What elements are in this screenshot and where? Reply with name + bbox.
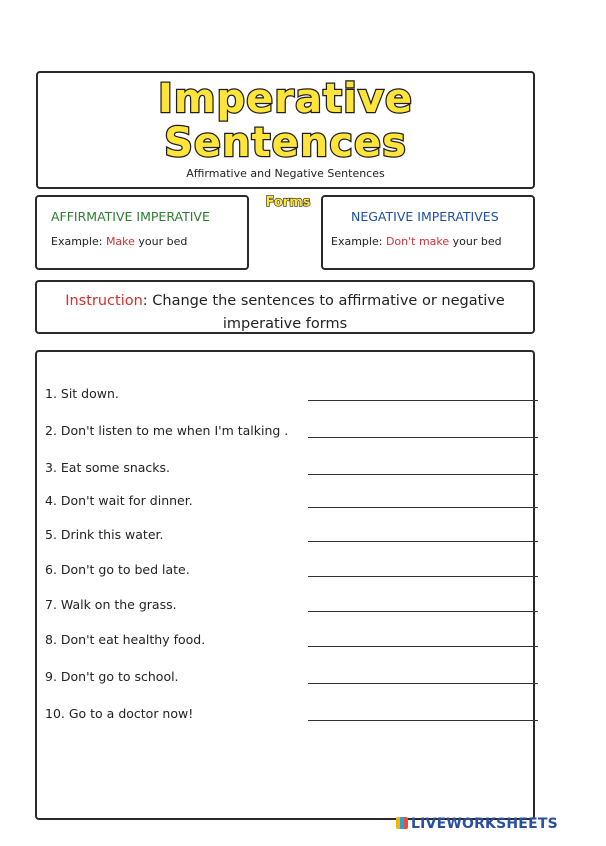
question-text: 5. Drink this water. [45, 527, 164, 542]
question-row [45, 630, 533, 652]
answer-line[interactable] [308, 541, 538, 542]
title-line-2: Sentences [164, 120, 407, 166]
question-row [45, 704, 533, 726]
instruction-label: Instruction [65, 293, 143, 309]
brand-logo [396, 816, 558, 832]
question-text: 8. Don't eat healthy food. [45, 632, 206, 647]
question-row [45, 560, 533, 582]
question-text: 6. Don't go to bed late. [45, 562, 190, 577]
brand-icon [396, 817, 408, 829]
subtitle: Affirmative and Negative Sentences [186, 167, 385, 180]
example-prefix: Example: [331, 235, 386, 248]
question-text: 4. Don't wait for dinner. [45, 493, 193, 508]
example-highlight: Don't make [385, 235, 450, 248]
question-text: 9. Don't go to school. [45, 669, 179, 684]
question-text: 7. Walk on the grass. [45, 597, 177, 612]
question-text: 3. Eat some snacks. [45, 460, 171, 475]
negative-example [331, 235, 502, 248]
question-row [45, 525, 533, 547]
answer-line[interactable] [308, 720, 538, 721]
answer-line[interactable] [308, 611, 538, 612]
question-text: 1. Sit down. [45, 386, 119, 401]
answer-line[interactable] [308, 474, 538, 475]
question-row [45, 384, 533, 406]
answer-line[interactable] [308, 437, 538, 438]
example-suffix: your bed [134, 235, 188, 248]
question-row [45, 667, 533, 689]
example-suffix: your bed [449, 235, 502, 248]
answer-line[interactable] [308, 507, 538, 508]
example-prefix: Example: [51, 235, 106, 248]
affirmative-heading: AFFIRMATIVE IMPERATIVE [51, 209, 210, 224]
question-row [45, 421, 533, 443]
negative-heading: NEGATIVE IMPERATIVES [351, 209, 499, 224]
answer-line[interactable] [308, 646, 538, 647]
title-line-1: Imperative [157, 76, 414, 122]
question-row [45, 595, 533, 617]
brand-text: LIVEWORKSHEETS [411, 816, 558, 832]
example-highlight: Make [105, 235, 135, 248]
affirmative-box [35, 195, 249, 270]
answer-line[interactable] [308, 683, 538, 684]
affirmative-example [51, 235, 187, 248]
instruction-box [35, 280, 535, 334]
answer-line[interactable] [308, 576, 538, 577]
instruction-text [51, 290, 519, 336]
question-text: 10. Go to a doctor now! [45, 706, 194, 721]
question-row [45, 458, 533, 480]
forms-label: Forms [265, 195, 311, 210]
instruction-body: : Change the sentences to affirmative or negative imperative forms [142, 293, 505, 332]
question-text: 2. Don't listen to me when I'm talking . [45, 423, 289, 438]
title-box [36, 71, 535, 189]
exercise-box [35, 350, 535, 820]
answer-line[interactable] [308, 400, 538, 401]
negative-box [321, 195, 535, 270]
question-row [45, 491, 533, 513]
